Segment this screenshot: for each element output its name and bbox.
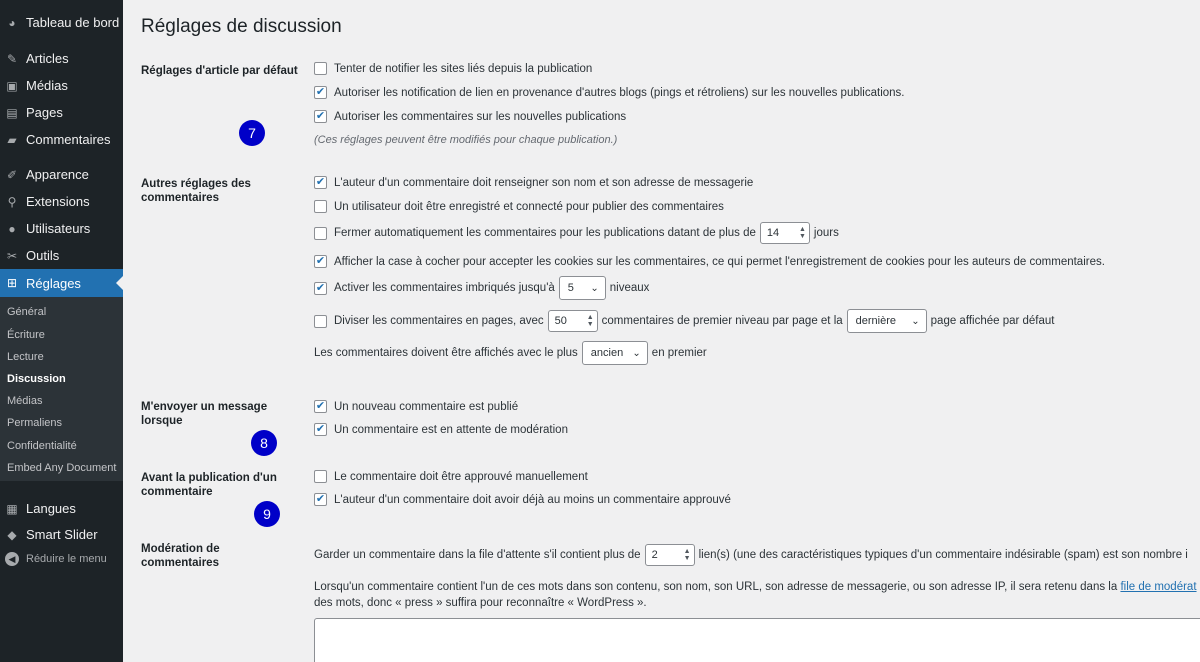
submenu-media[interactable]: Médias	[7, 395, 43, 407]
media-icon: ▣	[6, 78, 18, 93]
section-before-publish-title: Avant la publication d'un commentaire	[141, 472, 277, 498]
languages-icon: ▦	[6, 501, 18, 516]
menu-pages[interactable]	[0, 99, 123, 126]
option-label-suffix: niveaux	[609, 282, 650, 294]
menu-dashboard[interactable]	[0, 9, 123, 36]
option-label: Tenter de notifier les sites liés depuis la publication	[334, 62, 593, 75]
menu-label: Smart Slider	[26, 527, 98, 542]
settings-icon: ⊞	[6, 276, 18, 290]
menu-label: Médias	[26, 78, 68, 93]
admin-sidebar	[0, 0, 123, 662]
option-label: L'auteur d'un commentaire doit renseigner son nom et son adresse de messagerie	[334, 176, 754, 189]
checkbox[interactable]	[314, 227, 327, 240]
option-previous-approved[interactable]	[314, 493, 731, 506]
moderation-keys-description: Lorsqu'un commentaire contient l'un de ces mots dans son contenu, son nom, son URL, son adresse de messagerie, ou son adresse IP, il sera retenu dans la file de modérat	[314, 581, 1197, 593]
checkbox-checked[interactable]: ✔	[315, 400, 326, 412]
option-label: Activer les commentaires imbriqués jusqu'à	[334, 282, 555, 294]
checkbox-checked[interactable]: ✔	[315, 423, 326, 435]
collapse-menu-button[interactable]	[0, 552, 107, 566]
checkbox-checked[interactable]: ✔	[315, 110, 326, 122]
menu-settings[interactable]	[0, 269, 123, 297]
option-close-comments[interactable]	[314, 222, 839, 244]
option-label: L'auteur d'un commentaire doit avoir déjà au moins un commentaire approuvé	[334, 493, 731, 506]
checkbox-checked[interactable]: ✔	[315, 86, 326, 98]
page-title: Réglages de discussion	[141, 16, 342, 37]
option-label: Un commentaire est en attente de modération	[334, 423, 568, 436]
plugins-icon: ⚲	[7, 194, 17, 209]
menu-label: Réglages	[26, 275, 81, 291]
option-label: Le commentaire doit être approuvé manuellement	[334, 470, 588, 483]
pin-icon: ✎	[6, 51, 18, 66]
submenu-permalinks[interactable]: Permaliens	[7, 417, 63, 429]
option-moderation-links	[314, 544, 1188, 566]
default-page-select[interactable]: dernière ⌄	[847, 309, 927, 333]
submenu-general[interactable]: Général	[7, 306, 47, 318]
checkbox[interactable]	[314, 62, 327, 75]
option-label-suffix: page affichée par défaut	[930, 315, 1055, 327]
option-allow-comments[interactable]	[314, 110, 626, 123]
menu-label: Articles	[26, 51, 69, 66]
stepper-arrows-icon[interactable]: ▲ ▼	[586, 314, 594, 328]
option-label-middle: commentaires de premier niveau par page et la	[601, 315, 843, 327]
moderation-keys-textarea[interactable]	[314, 618, 1200, 662]
section-email-me-title: M'envoyer un message lorsque	[141, 401, 268, 427]
settings-submenu	[0, 297, 123, 481]
submenu-embed-any-document[interactable]: Embed Any Document	[7, 462, 117, 474]
menu-media[interactable]	[0, 72, 123, 99]
chevron-down-icon: ⌄	[911, 315, 920, 327]
default-article-note: (Ces réglages peuvent être modifiés pour chaque publication.)	[314, 134, 618, 146]
option-label: Autoriser les commentaires sur les nouvelles publications	[334, 110, 627, 123]
option-paged-comments[interactable]	[314, 309, 1055, 333]
menu-smart-slider[interactable]	[0, 521, 123, 548]
stepper-arrows-icon[interactable]: ▲ ▼	[798, 226, 806, 240]
checkbox[interactable]	[314, 200, 327, 213]
moderation-queue-link[interactable]: file de modérat	[1120, 581, 1197, 593]
menu-articles[interactable]	[0, 45, 123, 72]
option-label: Afficher la case à cocher pour accepter les cookies sur les commentaires, ce qui permet l'enregistrement de cookies pour les auteurs de commentaires.	[334, 255, 1105, 268]
close-days-input[interactable]: 14 ▲ ▼	[760, 222, 810, 244]
menu-users[interactable]	[0, 215, 123, 242]
threaded-levels-select[interactable]: 5 ⌄	[559, 276, 606, 300]
option-label-suffix: jours	[813, 227, 839, 239]
option-notify-linked-sites[interactable]	[314, 62, 592, 75]
option-label: Les commentaires doivent être affichés avec le plus	[314, 347, 578, 359]
menu-tools[interactable]	[0, 242, 123, 269]
option-allow-pingbacks[interactable]	[314, 86, 905, 99]
menu-languages[interactable]	[0, 495, 123, 522]
checkbox-checked[interactable]: ✔	[315, 281, 326, 294]
menu-label: Apparence	[26, 167, 89, 182]
option-label: Fermer automatiquement les commentaires pour les publications datant de plus de	[334, 227, 756, 239]
option-label: Garder un commentaire dans la file d'attente s'il contient plus de	[314, 549, 641, 561]
option-label-suffix: lien(s) (une des caractéristiques typiques d'un commentaire indésirable (spam) est son nombre i	[698, 549, 1188, 561]
collapse-label: Réduire le menu	[26, 553, 107, 565]
option-label: Un nouveau commentaire est publié	[334, 400, 519, 413]
option-require-name-email[interactable]	[314, 176, 753, 189]
users-icon: ●	[8, 221, 16, 236]
option-comment-order	[314, 341, 707, 365]
chevron-down-icon: ⌄	[590, 282, 599, 294]
menu-label: Utilisateurs	[26, 221, 91, 236]
submenu-reading[interactable]: Lecture	[7, 351, 44, 363]
menu-appearance[interactable]	[0, 161, 123, 188]
menu-plugins[interactable]	[0, 188, 123, 215]
menu-label: Tableau de bord	[26, 15, 120, 30]
menu-label: Extensions	[26, 194, 90, 209]
checkbox-checked[interactable]: ✔	[315, 176, 326, 188]
moderation-links-input[interactable]: 2 ▲ ▼	[645, 544, 695, 566]
dashboard-icon: ◕	[8, 15, 16, 30]
slider-icon: ◆	[7, 527, 17, 542]
appearance-icon: ✐	[6, 167, 18, 182]
option-label: Diviser les commentaires en pages, avec	[334, 315, 544, 327]
checkbox[interactable]	[314, 470, 327, 483]
stepper-arrows-icon[interactable]: ▲ ▼	[683, 548, 691, 562]
main-content	[123, 0, 1200, 662]
checkbox-checked[interactable]: ✔	[315, 493, 326, 505]
option-label: Autoriser les notification de lien en provenance d'autres blogs (pings et rétroliens) sur les nouvelles publications.	[334, 86, 905, 99]
option-require-registration[interactable]	[314, 200, 724, 213]
checkbox[interactable]	[314, 315, 327, 328]
option-label: Un utilisateur doit être enregistré et connecté pour publier des commentaires	[334, 200, 724, 213]
annotation-badge-9: 9	[254, 501, 280, 527]
option-email-new-comment[interactable]	[314, 400, 518, 413]
option-cookies-consent[interactable]	[314, 255, 1105, 268]
annotation-badge-8: 8	[251, 430, 277, 456]
submenu-privacy[interactable]: Confidentialité	[7, 440, 77, 452]
tools-icon: ✂	[6, 248, 18, 263]
menu-label: Langues	[26, 501, 76, 516]
comments-icon: ▰	[7, 132, 17, 147]
checkbox-checked[interactable]: ✔	[315, 255, 326, 267]
option-label-suffix: en premier	[651, 347, 707, 359]
option-threaded-comments[interactable]	[314, 276, 649, 300]
option-email-moderation[interactable]	[314, 423, 568, 436]
menu-label: Commentaires	[26, 132, 111, 147]
comment-order-select[interactable]: ancien ⌄	[582, 341, 648, 365]
section-moderation-title: Modération de commentaires	[141, 543, 220, 569]
menu-label: Pages	[26, 105, 63, 120]
option-manual-approval[interactable]	[314, 470, 588, 483]
menu-label: Outils	[26, 248, 60, 263]
menu-comments[interactable]	[0, 126, 123, 153]
section-default-article-title: Réglages d'article par défaut	[141, 65, 298, 77]
collapse-arrow-icon: ◀	[5, 552, 19, 566]
submenu-discussion[interactable]: Discussion	[7, 373, 66, 385]
comments-per-page-input[interactable]: 50 ▲ ▼	[548, 310, 598, 332]
pages-icon: ▤	[6, 105, 18, 120]
moderation-keys-description-line2: des mots, donc « press » suffira pour reconnaître « WordPress ».	[314, 597, 647, 609]
section-other-comments-title: Autres réglages des commentaires	[141, 178, 251, 204]
chevron-down-icon: ⌄	[632, 347, 641, 359]
annotation-badge-7: 7	[239, 120, 265, 146]
submenu-writing[interactable]: Écriture	[7, 329, 45, 341]
